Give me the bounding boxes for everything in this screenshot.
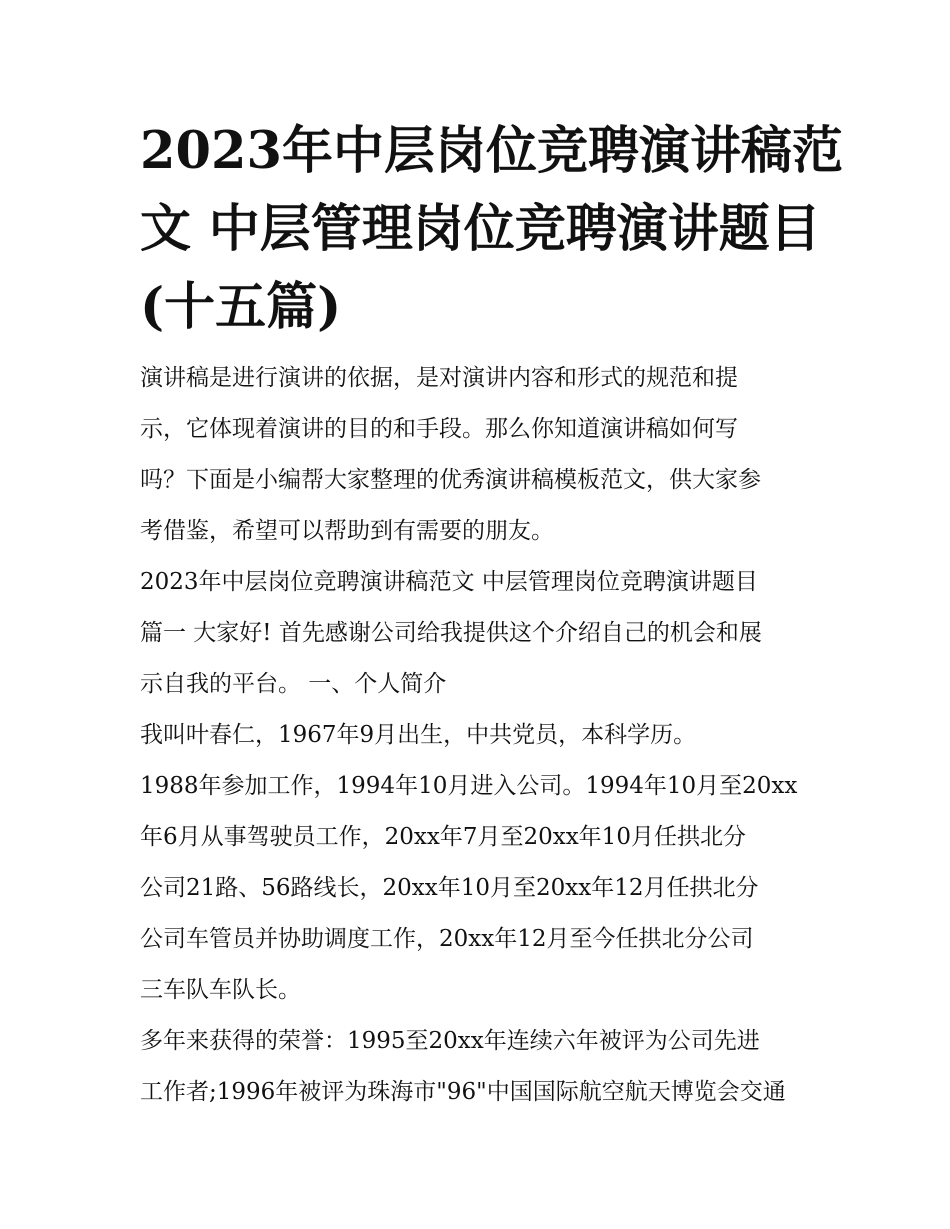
title-line: 2023年中层岗位竞聘演讲稿范 [140,121,843,181]
text-line: 工作者;1996年被评为珠海市"96"中国国际航空航天博览会交通 [140,1079,786,1105]
title-line: 文 中层管理岗位竞聘演讲题目 [140,199,821,259]
text-line: 考借鉴，希望可以帮助到有需要的朋友。 [140,518,554,544]
intro-paragraph [140,353,820,557]
text-line: 示，它体现着演讲的目的和手段。那么你知道演讲稿如何写 [140,416,738,442]
section-heading-paragraph [140,557,820,710]
title-line: (十五篇) [140,277,342,337]
text-line: 1988年参加工作，1994年10月进入公司。1994年10月至20xx [140,773,798,799]
text-line: 三车队车队长。 [140,977,301,1003]
text-line: 年6月从事驾驶员工作，20xx年7月至20xx年10月任拱北分 [140,824,746,850]
text-line: 多年来获得的荣誉：1995至20xx年连续六年被评为公司先进 [140,1028,760,1054]
document-title [140,112,843,346]
document-body [140,353,820,1118]
text-line: 吗？下面是小编帮大家整理的优秀演讲稿模板范文，供大家参 [140,467,761,493]
text-line: 我叫叶春仁，1967年9月出生，中共党员，本科学历。 [140,722,697,748]
work-history-paragraph [140,761,820,1016]
text-line: 演讲稿是进行演讲的依据，是对演讲内容和形式的规范和提 [140,365,738,391]
text-line: 2023年中层岗位竞聘演讲稿范文 中层管理岗位竞聘演讲题目 [140,569,758,595]
text-line: 公司车管员并协助调度工作，20xx年12月至今任拱北分公司 [140,926,754,952]
text-line: 示自我的平台。 一、个人简介 [140,671,447,697]
text-line: 公司21路、56路线长，20xx年10月至20xx年12月任拱北分 [140,875,759,901]
text-line: 篇一 大家好! 首先感谢公司给我提供这个介绍自己的机会和展 [140,620,762,646]
bio-paragraph [140,710,820,761]
honors-paragraph [140,1016,820,1118]
